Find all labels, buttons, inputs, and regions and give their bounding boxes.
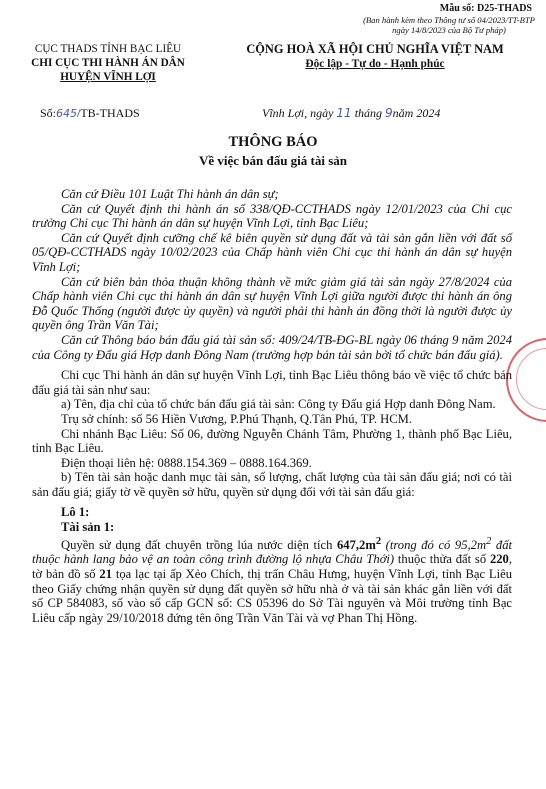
- asset-text-2: (trong đó có 95,2m: [381, 537, 487, 552]
- legal-basis-3: Căn cứ Quyết định cưỡng chế kê biên quyền sử dụng đất và tài sản gắn liền với đất số 05/QĐ-CCTHADS ngày 10/02/2023 của Chấp hành viên Chi cục thi hành án dân sự huyện Vĩnh Lợi;: [32, 230, 512, 274]
- form-note: (Ban hành kèm theo Thông tư số 04/2023/TT-BTP ngày 14/8/2023 của Bộ Tư pháp): [363, 15, 535, 35]
- docno-handwritten: 645: [56, 107, 78, 120]
- legal-basis-4: Căn cứ biên bản thỏa thuận không thành về mức giảm giá tài sản ngày 27/8/2024 của Chấp hành viên Chi cục thi hành án dân sự huyện Vĩnh Lợi giữa người được thi hành án ông Đỗ Quốc Thống (người được ủy quyền) và người phải thi hành án đồng thời là người được ủy quyền ông Trần Văn Tài;: [32, 274, 512, 333]
- place-date: [262, 106, 440, 121]
- map-sheet-number: 21: [99, 567, 113, 582]
- document-subtitle: Về việc bán đấu giá tài sản: [198, 153, 348, 168]
- asset-label: Tài sản 1:: [61, 520, 115, 535]
- document-body: [32, 187, 512, 625]
- docno-prefix: Số:: [40, 106, 57, 120]
- place-date-part2: tháng: [351, 106, 386, 120]
- asset-text-6: tọa lạc tại ấp Xẻo Chích, thị trấn Châu Hưng, huyện Vĩnh Lợi, tỉnh Bạc Liêu theo Giấy chứng nhận quyền sử dụng đất quyền sở hữu nhà ở và tài sản khác gắn liền với đất số CP 584083, số vào sổ cấp GCN số: CS 05396 do Sở Tài nguyên và Môi trường tỉnh Bạc Liêu cấp ngày 29/10/2018 đứng tên ông Trần Văn Tài và vợ Phan Thị Hồng.: [32, 567, 512, 625]
- auction-org: a) Tên, địa chỉ của tổ chức bán đấu giá tài sản: Công ty Đấu giá Hợp danh Đông Nam.: [61, 397, 496, 412]
- document-title: THÔNG BÁO: [228, 134, 318, 150]
- asset-text-1: Quyền sử dụng đất chuyên trồng lúa nước diện tích: [61, 537, 337, 552]
- asset-description-heading: b) Tên tài sản hoặc danh mục tài sản, số lượng, chất lượng của tài sản đấu giá; nơi có tài sản đấu giá; giấy tờ về quyền sở hữu, quyền sử dụng đối với tài sản đấu giá:: [32, 470, 512, 499]
- branch-office: Chi nhánh Bạc Liêu: Số 06, đường Nguyễn Chánh Tâm, Phường 1, thành phố Bạc Liêu, tỉnh Bạc Liêu.: [32, 426, 512, 456]
- national-header: [206, 42, 544, 72]
- place-date-part3: năm 2024: [392, 106, 441, 120]
- date-month: 9: [385, 106, 393, 120]
- national-motto: Độc lập - Tự do - Hạnh phúc: [305, 58, 445, 70]
- issuing-agency: [4, 42, 212, 84]
- asset-area-sup: 2: [375, 535, 382, 547]
- lot-label: Lô 1:: [61, 505, 90, 520]
- agency-line-1: CỤC THADS TỈNH BẠC LIÊU: [34, 43, 182, 55]
- contact-phone: Điện thoại liên hệ: 0888.154.369 – 0888.164.369.: [61, 455, 312, 470]
- docno-suffix: /TB-THADS: [77, 106, 140, 120]
- document-number: [40, 106, 140, 121]
- asset-area-value: 647,2m: [337, 537, 376, 552]
- parcel-number: 220: [489, 552, 509, 567]
- asset-text-3: đất thuộc hành lang bảo vệ an toàn công trình đường lộ nhựa Châu Thới): [32, 537, 512, 567]
- agency-line-2: CHI CỤC THI HÀNH ÁN DÂN: [31, 57, 185, 69]
- national-name: CỘNG HOÀ XÃ HỘI CHỦ NGHĨA VIỆT NAM: [246, 42, 504, 56]
- date-day: 11: [336, 106, 352, 120]
- agency-line-3: HUYỆN VĨNH LỢI: [60, 71, 156, 83]
- asset-text-4: thuộc thửa đất số: [394, 552, 490, 567]
- legal-basis-5: Căn cứ Thông báo bán đấu giá tài sản số: 409/24/TB-ĐG-BL ngày 06 tháng 9 năm 2024 của Công ty Đấu giá Hợp danh Đông Nam (trường hợp bán tài sản bởi tổ chức bán đấu giá).: [32, 332, 512, 362]
- place-date-part1: Vĩnh Lợi, ngày: [262, 106, 337, 120]
- asset-text-5: , tờ bản đồ số: [32, 552, 512, 582]
- legal-basis-2: Căn cứ Quyết định thi hành án số 338/QĐ-CCTHADS ngày 12/01/2023 của Chi cục trưởng Chi cục Thi hành án dân sự huyện Vĩnh Lợi, tỉnh Bạc Liêu;: [32, 201, 512, 231]
- legal-basis-1: Căn cứ Điều 101 Luật Thi hành án dân sự;: [61, 187, 279, 201]
- form-code: Mẫu số: D25-THADS: [439, 3, 532, 14]
- asset-detail: [32, 535, 512, 626]
- intro-paragraph: Chi cục Thi hành án dân sự huyện Vĩnh Lợi, tỉnh Bạc Liêu thông báo về việc tổ chức bán đấu giá tài sản như sau:: [32, 368, 512, 397]
- asset-area: [337, 535, 382, 552]
- head-office: Trụ sở chính: số 56 Hiền Vương, P.Phú Thạnh, Q.Tân Phú, TP. HCM.: [61, 411, 413, 426]
- asset-text-2-sup: 2: [486, 535, 492, 547]
